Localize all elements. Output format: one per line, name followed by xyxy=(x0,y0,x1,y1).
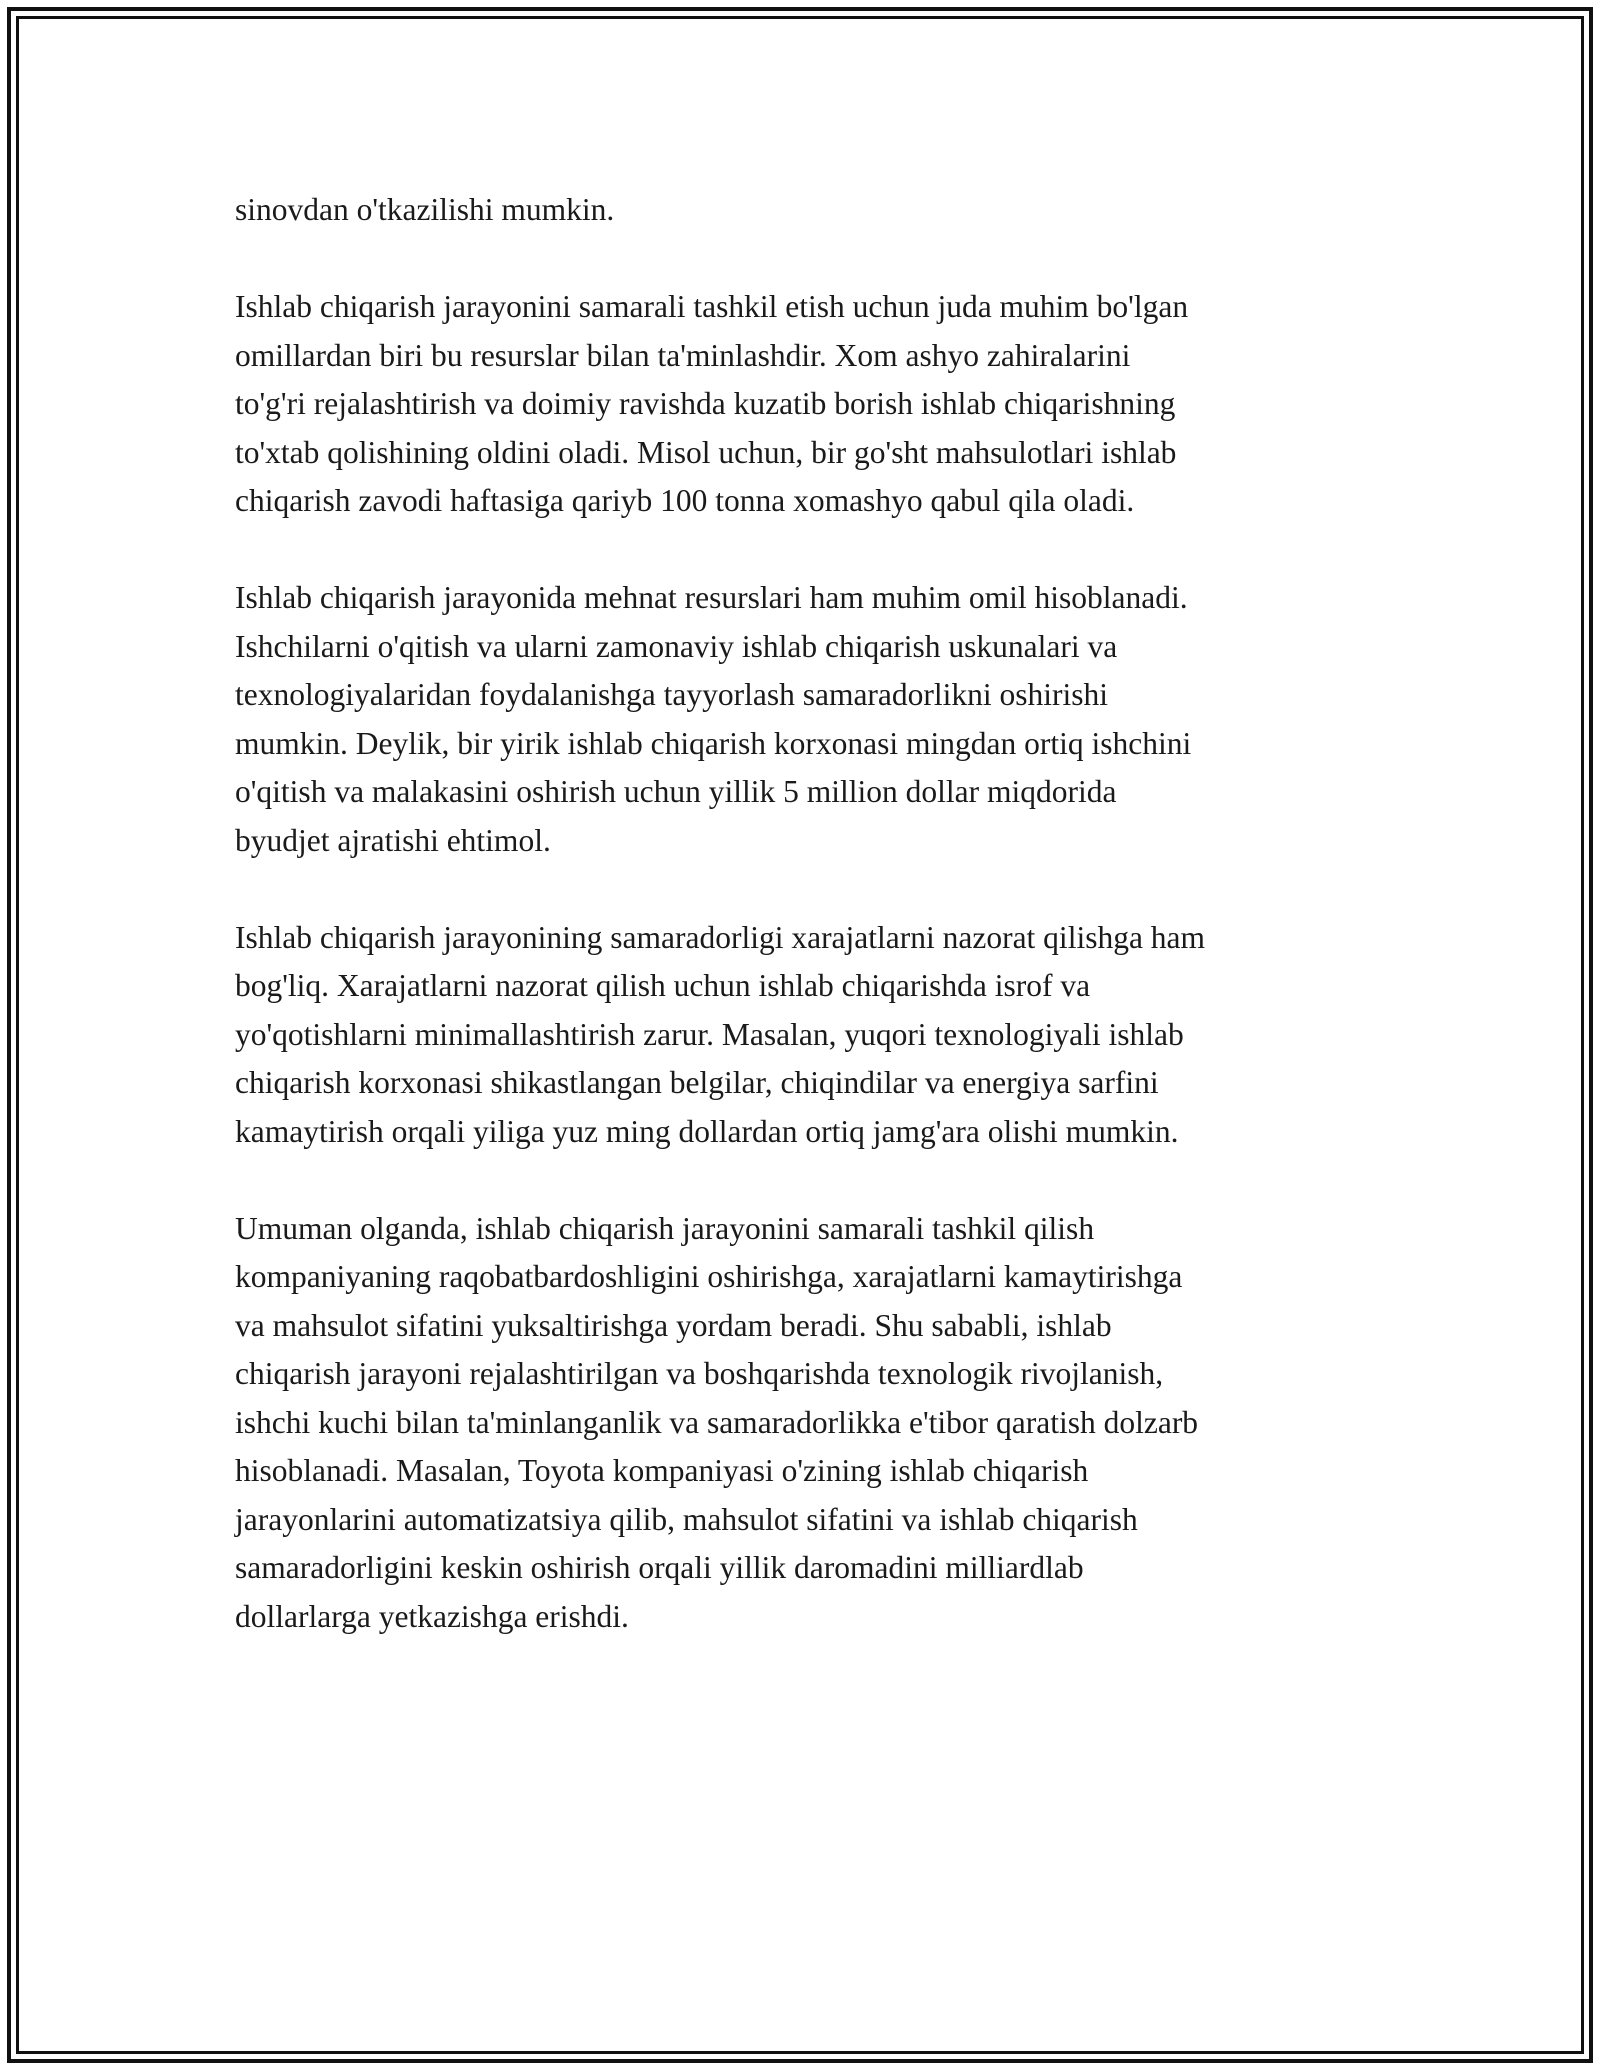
text-line: omillardan biri bu resurslar bilan ta'minlashdir. Xom ashyo zahiralarini xyxy=(235,337,1131,373)
document-body xyxy=(235,186,1385,1641)
text-line: bog'liq. Xarajatlarni nazorat qilish uchun ishlab chiqarishda isrof va xyxy=(235,968,1091,1003)
text-line: ishchi kuchi bilan ta'minlanganlik va samaradorlikka e'tibor qaratish dolzarb xyxy=(235,1404,1199,1440)
paragraph xyxy=(235,914,1385,1157)
text-line: hisoblanadi. Masalan, Toyota kompaniyasi o'zining ishlab chiqarish xyxy=(235,1453,1089,1488)
text-line: va mahsulot sifatini yuksaltirishga yordam beradi. Shu sababli, ishlab xyxy=(235,1307,1112,1343)
text-line: o'qitish va malakasini oshirish uchun yillik 5 million dollar miqdorida xyxy=(235,774,1117,809)
paragraph xyxy=(235,1205,1385,1642)
text-line: kompaniyaning raqobatbardoshligini oshirishga, xarajatlarni kamaytirishga xyxy=(235,1259,1183,1294)
text-line: mumkin. Deylik, bir yirik ishlab chiqarish korxonasi mingdan ortiq ishchini xyxy=(235,725,1192,761)
text-line: yo'qotishlarni minimallashtirish zarur. Masalan, yuqori texnologiyali ishlab xyxy=(235,1016,1184,1052)
text-line: byudjet ajratishi ehtimol. xyxy=(235,822,551,858)
text-line: chiqarish jarayoni rejalashtirilgan va boshqarishda texnologik rivojlanish, xyxy=(235,1356,1164,1391)
text-line: Ishlab chiqarish jarayonining samaradorligi xarajatlarni nazorat qilishga ham xyxy=(235,919,1206,955)
text-line: dollarlarga yetkazishga erishdi. xyxy=(235,1598,629,1634)
text-line: chiqarish korxonasi shikastlangan belgilar, chiqindilar va energiya sarfini xyxy=(235,1065,1159,1100)
text-line: to'g'ri rejalashtirish va doimiy ravishda kuzatib borish ishlab chiqarishning xyxy=(235,386,1176,421)
text-line: samaradorligini keskin oshirish orqali yillik daromadini milliardlab xyxy=(235,1550,1084,1585)
text-line: Ishlab chiqarish jarayonini samarali tashkil etish uchun juda muhim bo'lgan xyxy=(235,289,1189,324)
text-line: to'xtab qolishining oldini oladi. Misol uchun, bir go'sht mahsulotlari ishlab xyxy=(235,434,1177,470)
text-line: Ishlab chiqarish jarayonida mehnat resurslari ham muhim omil hisoblanadi. xyxy=(235,580,1188,615)
paragraph xyxy=(235,574,1385,865)
text-line: Umuman olganda, ishlab chiqarish jarayonini samarali tashkil qilish xyxy=(235,1210,1095,1246)
paragraph xyxy=(235,283,1385,526)
paragraph xyxy=(235,186,1385,235)
text-line: sinovdan o'tkazilishi mumkin. xyxy=(235,192,615,227)
text-line: kamaytirish orqali yiliga yuz ming dollardan ortiq jamg'ara olishi mumkin. xyxy=(235,1113,1179,1149)
text-line: jarayonlarini automatizatsiya qilib, mahsulot sifatini va ishlab chiqarish xyxy=(235,1501,1138,1537)
text-line: Ishchilarni o'qitish va ularni zamonaviy ishlab chiqarish uskunalari va xyxy=(235,628,1118,664)
text-line: chiqarish zavodi haftasiga qariyb 100 tonna xomashyo qabul qila oladi. xyxy=(235,483,1135,518)
text-line: texnologiyalaridan foydalanishga tayyorlash samaradorlikni oshirishi xyxy=(235,677,1109,712)
